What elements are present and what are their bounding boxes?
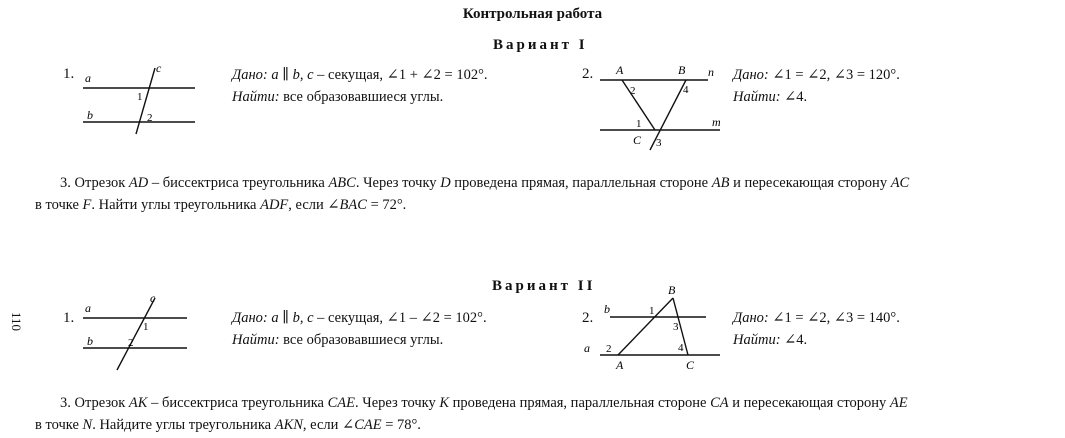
given-label: Дано: — [733, 310, 769, 326]
point-name: K — [439, 395, 450, 411]
find-text: все образовавшиеся углы. — [279, 89, 444, 105]
given-text: ∠1 = ∠2, ∠3 = 140°. — [768, 310, 900, 326]
find-label: Найти: — [733, 89, 781, 105]
given-text: ∠1 = ∠2, ∠3 = 120°. — [768, 67, 900, 83]
v1-problem-3-line2 — [35, 194, 406, 216]
text: – биссектриса треугольника — [147, 395, 328, 411]
angle-label-3: 3 — [656, 137, 662, 149]
text: в точке — [35, 197, 83, 213]
given-label: Дано: — [232, 310, 268, 326]
given-label: Дано: — [232, 67, 268, 83]
label-c: c — [150, 291, 156, 305]
label-b: b — [87, 334, 93, 348]
segment-AB — [618, 298, 673, 355]
given-text: – секущая, ∠1 – ∠2 = 102°. — [313, 310, 487, 326]
triangle-name: ADF — [260, 197, 289, 213]
label-B: B — [678, 63, 686, 77]
label-m: m — [712, 115, 721, 129]
given-label: Дано: — [733, 67, 769, 83]
text: и пересекающая сторону — [728, 395, 890, 411]
text: , если ∠ — [288, 197, 340, 213]
label-b: b — [87, 108, 93, 122]
given-math: a ∥ b, c — [271, 310, 314, 326]
label-A: A — [616, 358, 624, 372]
text: проведена прямая, параллельная стороне — [450, 175, 712, 191]
v2-problem-2-given — [733, 307, 900, 329]
angle-label-1: 1 — [143, 321, 149, 333]
v1-problem-2-given — [733, 64, 900, 86]
text: 3. Отрезок — [60, 175, 129, 191]
point-name: N — [82, 417, 93, 433]
v1-problem-3-line1 — [60, 172, 909, 194]
segment-name: AK — [128, 395, 148, 411]
label-a: a — [85, 71, 91, 85]
triangle-name: ABC — [328, 175, 356, 191]
side-name: AE — [889, 395, 908, 411]
text: . Найти углы треугольника — [91, 197, 261, 213]
v1-problem-1-given — [232, 64, 488, 86]
label-a: a — [85, 301, 91, 315]
angle-name: CAE — [354, 417, 382, 433]
v2-problem-1-figure — [80, 290, 210, 372]
text: 3. Отрезок — [60, 395, 129, 411]
text: в точке — [35, 417, 83, 433]
text: проведена прямая, параллельная стороне — [449, 395, 711, 411]
v1-problem-1-figure — [80, 60, 210, 135]
document-title: Контрольная работа — [462, 6, 603, 22]
given-text: – секущая, ∠1 + ∠2 = 102°. — [313, 67, 488, 83]
page-number: 110 — [9, 312, 24, 332]
v2-problem-2-number: 2. — [582, 310, 594, 326]
label-B: B — [668, 283, 676, 297]
v2-problem-1-number: 1. — [63, 310, 75, 326]
v1-problem-2-number: 2. — [582, 66, 594, 82]
v2-problem-3-line1 — [60, 392, 908, 414]
v2-problem-2-find — [733, 329, 807, 351]
find-label: Найти: — [232, 89, 280, 105]
text: = 72°. — [366, 197, 407, 213]
v2-problem-3-line2 — [35, 414, 421, 436]
text: = 78°. — [381, 417, 421, 433]
segment-name: AD — [128, 175, 149, 191]
v2-problem-2-figure — [584, 282, 728, 374]
angle-label-2: 2 — [128, 337, 134, 349]
label-C: C — [686, 358, 695, 372]
label-b: b — [604, 302, 610, 316]
angle-label-2: 2 — [606, 343, 612, 355]
label-n: n — [708, 65, 714, 79]
text: и пересекающая сторону — [729, 175, 891, 191]
point-name: D — [440, 175, 451, 191]
find-text: ∠4. — [780, 332, 808, 348]
find-label: Найти: — [733, 332, 781, 348]
v1-problem-1-find — [232, 86, 443, 108]
angle-label-1: 1 — [649, 305, 655, 317]
side-name: CA — [710, 395, 729, 411]
label-A: A — [616, 63, 624, 77]
v1-problem-2-find — [733, 86, 807, 108]
side-name: AB — [711, 175, 730, 191]
angle-label-4: 4 — [683, 84, 689, 96]
text: . Найдите углы треугольника — [92, 417, 275, 433]
text: . Через точку — [355, 395, 440, 411]
line-c — [117, 298, 155, 370]
find-text: все образовавшиеся углы. — [279, 332, 444, 348]
label-c: c — [156, 61, 162, 75]
label-C: C — [633, 133, 642, 147]
angle-label-1: 1 — [636, 118, 642, 130]
text: – биссектриса треугольника — [148, 175, 329, 191]
text: , если ∠ — [302, 417, 355, 433]
triangle-name: AKN — [274, 417, 303, 433]
variant-1-heading: Вариант I — [493, 37, 588, 53]
v1-problem-2-figure — [598, 60, 728, 152]
angle-name: BAC — [339, 197, 367, 213]
side-name: AC — [890, 175, 910, 191]
v2-problem-1-given — [232, 307, 487, 329]
label-a: a — [584, 341, 590, 355]
find-label: Найти: — [232, 332, 280, 348]
given-math: a ∥ b, c — [271, 67, 314, 83]
find-text: ∠4. — [780, 89, 808, 105]
angle-label-3: 3 — [673, 321, 679, 333]
angle-label-2: 2 — [630, 85, 636, 97]
angle-label-2: 2 — [147, 112, 153, 124]
triangle-name: CAE — [327, 395, 356, 411]
v2-problem-1-find — [232, 329, 443, 351]
v1-problem-1-number: 1. — [63, 66, 75, 82]
variant-2-heading: Вариант II — [492, 278, 596, 294]
angle-label-1: 1 — [137, 91, 143, 103]
text: . Через точку — [355, 175, 441, 191]
angle-label-4: 4 — [678, 342, 684, 354]
point-name: F — [82, 197, 92, 213]
